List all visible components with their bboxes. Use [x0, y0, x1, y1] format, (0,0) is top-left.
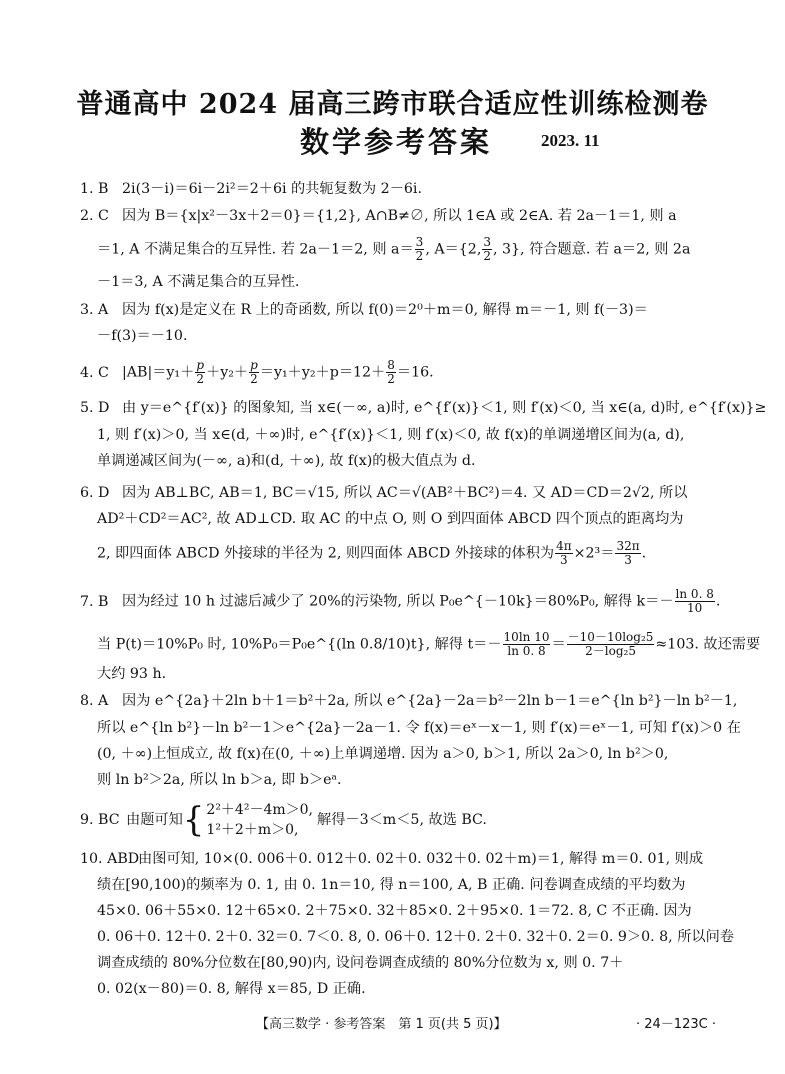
answer-6-line-3 [97, 540, 737, 567]
answer-number: 5. D [80, 400, 110, 416]
answer-text: ＝16. [396, 364, 434, 381]
answer-text: |AB|＝y₁＋ [122, 364, 195, 381]
answer-7 [80, 588, 720, 615]
answer-8-line-3: (0, ＋∞)上恒成立, 故 f(x)在(0, ＋∞)上单调递增. 因为 a＞0, b＞1, 所以 2a＞0, ln b²＞0, [97, 746, 669, 762]
answer-text: 2, 即四面体 ABCD 外接球的半径为 2, 则四面体 ABCD 外接球的体积为 [97, 545, 555, 562]
answer-3 [80, 301, 720, 319]
answer-2-line-2 [97, 236, 737, 263]
inequality-system: 2²＋4²－4m＞0, 1²＋2＋m＞0, [206, 802, 313, 838]
answer-text: 因为 f(x)是定义在 R 上的奇函数, 所以 f(0)＝2⁰＋m＝0, 解得 m＝－1, 则 f(－3)＝ [122, 302, 648, 318]
answer-number: 2. C [80, 208, 109, 224]
answer-10-line-3: 45×0. 06＋55×0. 12＋65×0. 2＋75×0. 32＋85×0. 2＋95×0. 1＝72. 8, C 不正确. 因为 [97, 903, 692, 919]
fraction: $\frac{3}{2}$ [483, 235, 491, 263]
answer-5 [80, 399, 767, 417]
answer-text: , 3}, 符合题意. 若 a＝2, 则 2a [492, 241, 691, 258]
fraction: $\frac{32\pi}{3}$ [616, 539, 640, 567]
fraction: $\frac{p}{2}$ [250, 358, 258, 386]
answer-9 [80, 800, 720, 840]
answer-text: , A＝{2, [425, 241, 482, 258]
answer-text: 因为 B＝{x|x²－3x＋2＝0}＝{1,2}, A∩B≠∅, 所以 1∈A 或 2∈A. 若 2a－1＝1, 则 a [122, 208, 677, 224]
fraction: $\frac{\text{－10－10log₂5}}{\text{2－log₂5}}$ [567, 630, 654, 658]
answer-text: 由 y＝e^{f′(x)} 的图象知, 当 x∈(－∞, a)时, e^{f′(x)}＜1, 则 f′(x)＜0, 当 x∈(a, d)时, e^{f′(x)}≥ [122, 400, 767, 416]
answer-text: . [715, 593, 721, 610]
answer-text: 因为经过 10 h 过滤后减少了 20%的污染物, 所以 P₀e^{－10k}＝80%P₀, 解得 k＝－ [122, 593, 674, 610]
exam-date: 2023. 11 [541, 131, 600, 150]
answer-text: 2i(3－i)＝6i－2i²＝2＋6i 的共轭复数为 2－6i. [122, 181, 422, 197]
answer-10-line-2: 绩在[90,100)的频率为 0. 1, 由 0. 1n＝10, 得 n＝100, A, B 正确. 问卷调查成绩的平均数为 [97, 877, 686, 893]
system-brace-icon: { [182, 800, 205, 840]
answer-text: ×2³＝ [573, 545, 615, 562]
answer-text: 解得－3＜m＜5, 故选 BC. [317, 812, 487, 828]
answer-number: 3. A [80, 302, 109, 318]
answer-5-line-2: 1, 则 f′(x)＞0, 当 x∈(d, ＋∞)时, e^{f′(x)}＜1, 则 f′(x)＜0, 故 f(x)的单调递增区间为(a, d), [97, 427, 685, 443]
answer-4 [80, 359, 720, 386]
answer-text: . [641, 545, 647, 562]
answer-10-line-5: 调查成绩的 80%分位数在[80,90)内, 设问卷调查成绩的 80%分位数为 x, 则 0. 7＋ [97, 955, 624, 971]
answer-title: 数学参考答案 [300, 125, 493, 159]
answer-text: 当 P(t)＝10%P₀ 时, 10%P₀＝P₀e^{(ln 0.8/10)t}, 解得 t＝－ [97, 636, 502, 653]
fraction: $\frac{10\ln 10}{\ln 0. 8}$ [503, 630, 550, 658]
page-footer: 【高三数学 · 参考答案 第 1 页(共 5 页)】 [256, 1017, 507, 1032]
document-code: · 24－123C · [636, 1017, 716, 1032]
answer-text: ＝y₁＋y₂＋p＝12＋ [259, 364, 386, 381]
answer-1 [80, 180, 720, 198]
answer-text: ≈103. 故还需要 [655, 636, 761, 653]
fraction: $\frac{4\pi}{3}$ [556, 539, 572, 567]
fraction: $\frac{p}{2}$ [196, 358, 204, 386]
fraction: $\frac{\ln 0. 8}{10}$ [675, 587, 714, 615]
answer-number: 9. BC [80, 812, 120, 828]
answer-10-line-6: 0. 02(x－80)＝0. 8, 解得 x＝85, D 正确. [97, 981, 366, 997]
answer-3-line-2: －f(3)＝－10. [97, 328, 188, 344]
answer-2 [80, 207, 720, 225]
answer-text: ＝1, A 不满足集合的互异性. 若 2a－1＝2, 则 a＝ [97, 241, 414, 258]
answer-text: 由题可知 [126, 812, 183, 828]
answer-text: 因为 e^{2a}＋2ln b＋1＝b²＋2a, 所以 e^{2a}－2a＝b²－2ln b－1＝e^{ln b²}－ln b²－1, [122, 693, 738, 709]
answer-10 [80, 850, 720, 868]
answer-7-line-2 [97, 630, 761, 658]
fraction: $\frac{8}{2}$ [387, 358, 395, 386]
answer-number: 1. B [80, 181, 109, 197]
answer-10-line-4: 0. 06＋0. 12＋0. 2＋0. 32＝0. 7＜0. 8, 0. 06＋0. 12＋0. 2＋0. 32＋0. 2＝0. 9＞0. 8, 所以问卷 [97, 929, 734, 945]
fraction: $\frac{3}{2}$ [415, 235, 424, 263]
answer-text: 由图可知, 10×(0. 006＋0. 012＋0. 02＋0. 032＋0. 02＋m)＝1, 解得 m＝0. 01, 则成 [138, 851, 704, 867]
answer-6-line-2: AD²＋CD²＝AC², 故 AD⊥CD. 取 AC 的中点 O, 则 O 到四面体 ABCD 四个顶点的距离均为 [97, 511, 684, 527]
answer-number: 10. ABD [80, 851, 140, 867]
answer-text: ＋y₂＋ [206, 364, 249, 381]
answer-number: 4. C [80, 364, 109, 381]
answer-number: 6. D [80, 485, 110, 501]
answer-8-line-2: 所以 e^{ln b²}－ln b²－1＞e^{2a}－2a－1. 令 f(x)＝eˣ－x－1, 则 f′(x)＝eˣ－1, 可知 f′(x)＞0 在 [97, 720, 741, 736]
exam-title: 普通高中 2024 届高三跨市联合适应性训练检测卷 [76, 89, 709, 120]
answer-2-line-3: －1＝3, A 不满足集合的互异性. [97, 274, 300, 290]
answer-text: 因为 AB⊥BC, AB＝1, BC＝√15, 所以 AC＝√(AB²＋BC²)＝4. 又 AD＝CD＝2√2, 所以 [122, 485, 688, 501]
answer-text: ＝ [551, 636, 566, 653]
answer-8 [80, 692, 738, 710]
answer-number: 7. B [80, 593, 109, 610]
answer-7-line-3: 大约 93 h. [97, 666, 167, 682]
answer-8-line-4: 则 ln b²＞2a, 所以 ln b＞a, 即 b＞eᵃ. [97, 772, 342, 788]
answer-number: 8. A [80, 693, 109, 709]
answer-5-line-3: 单调递减区间为(－∞, a)和(d, ＋∞), 故 f(x)的极大值点为 d. [97, 453, 476, 469]
answer-6 [80, 484, 720, 502]
